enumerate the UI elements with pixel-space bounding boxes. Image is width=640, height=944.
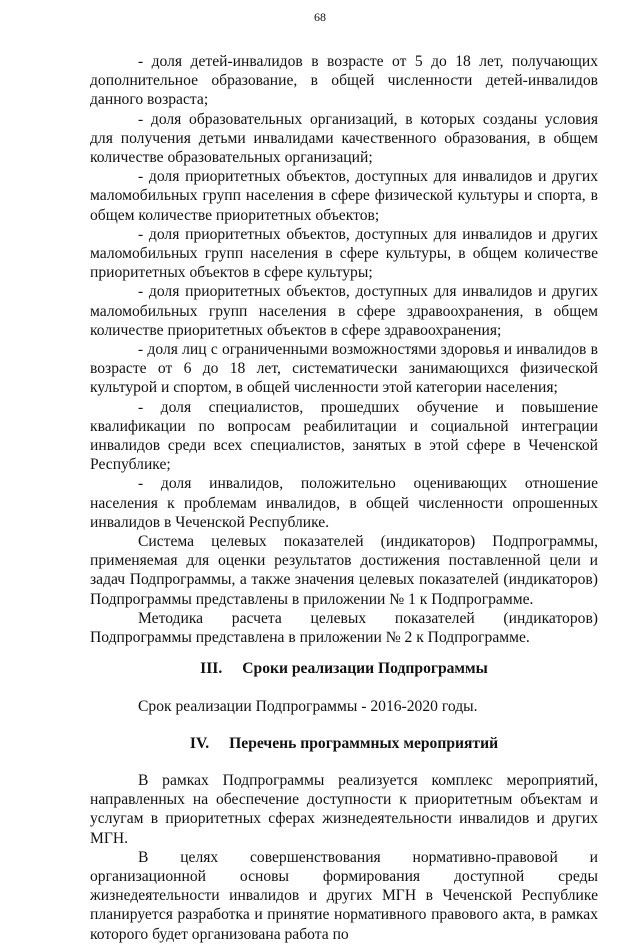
section-title: Перечень программных мероприятий: [229, 734, 499, 752]
indicator-item: - доля приоритетных объектов, доступных для инвалидов и других маломобильных групп населения в сфере культуры, в общем количестве приоритетных объектов в сфере культуры;: [90, 225, 598, 282]
section-heading-terms: [90, 659, 598, 678]
indicator-item: - доля приоритетных объектов, доступных для инвалидов и других маломобильных групп населения в сфере физической культуры и спорта, в общем количестве приоритетных объектов;: [90, 168, 598, 224]
indicator-item: - доля детей-инвалидов в возрасте от 5 до 18 лет, получающих дополнительное образование, в общей численности детей-инвалидов данного возраста;: [90, 53, 598, 109]
section-title: Сроки реализации Подпрограммы: [242, 660, 488, 678]
terms-paragraph: Срок реализации Подпрограммы - 2016-2020 годы.: [138, 697, 478, 715]
indicator-item: - доля приоритетных объектов, доступных для инвалидов и других маломобильных групп населения в сфере здравоохранения, в общем количестве приоритетных объектов в сфере здравоохранения;: [90, 283, 598, 339]
indicator-item: - доля лиц с ограниченными возможностями здоровья и инвалидов в возрасте от 6 до 18 лет, систематически занимающихся физической культурой и спортом, в общей численности этой категории населения;: [90, 341, 598, 397]
methodology-paragraph: Методика расчета целевых показателей (индикаторов) Подпрограммы представлена в приложении № 2 к Подпрограмме.: [90, 609, 598, 647]
section-number: III.: [200, 660, 223, 678]
activities-paragraph: В рамках Подпрограммы реализуется комплекс мероприятий, направленных на обеспечение доступности к приоритетным объектам и услугам в приоритетных сферах жизнедеятельности инвалидов и других МГН.: [90, 771, 598, 847]
page-number: 68: [314, 10, 326, 24]
activities-paragraph: В целях совершенствования нормативно-правовой и организационной основы формирования доступной среды жизнедеятельности инвалидов и других МГН в Чеченской Республике планируется разработка и принятие нормативного правового акта, в рамках которого будет организована работа по: [90, 848, 598, 943]
indicator-item: - доля специалистов, прошедших обучение и повышение квалификации по вопросам реабилитации и социальной интеграции инвалидов среди всех специалистов, занятых в этой сфере в Чеченской Республике;: [90, 398, 598, 474]
document-body: [90, 52, 598, 944]
section-heading-activities: [90, 734, 598, 753]
section-number: IV.: [189, 734, 210, 752]
indicator-item: - доля образовательных организаций, в которых созданы условия для получения детьми инвалидами качественного образования, в общем количестве образовательных организаций;: [90, 110, 598, 167]
indicator-item: - доля инвалидов, положительно оценивающих отношение населения к проблемам инвалидов, в общей численности опрошенных инвалидов в Чеченской Республике.: [90, 475, 598, 531]
indicator-system-paragraph: Система целевых показателей (индикаторов) Подпрограммы, применяемая для оценки результатов достижения поставленной цели и задач Подпрограммы, а также значения целевых показателей (индикаторов) Подпрограммы представлены в приложении № 1 к Подпрограмме.: [90, 533, 598, 608]
